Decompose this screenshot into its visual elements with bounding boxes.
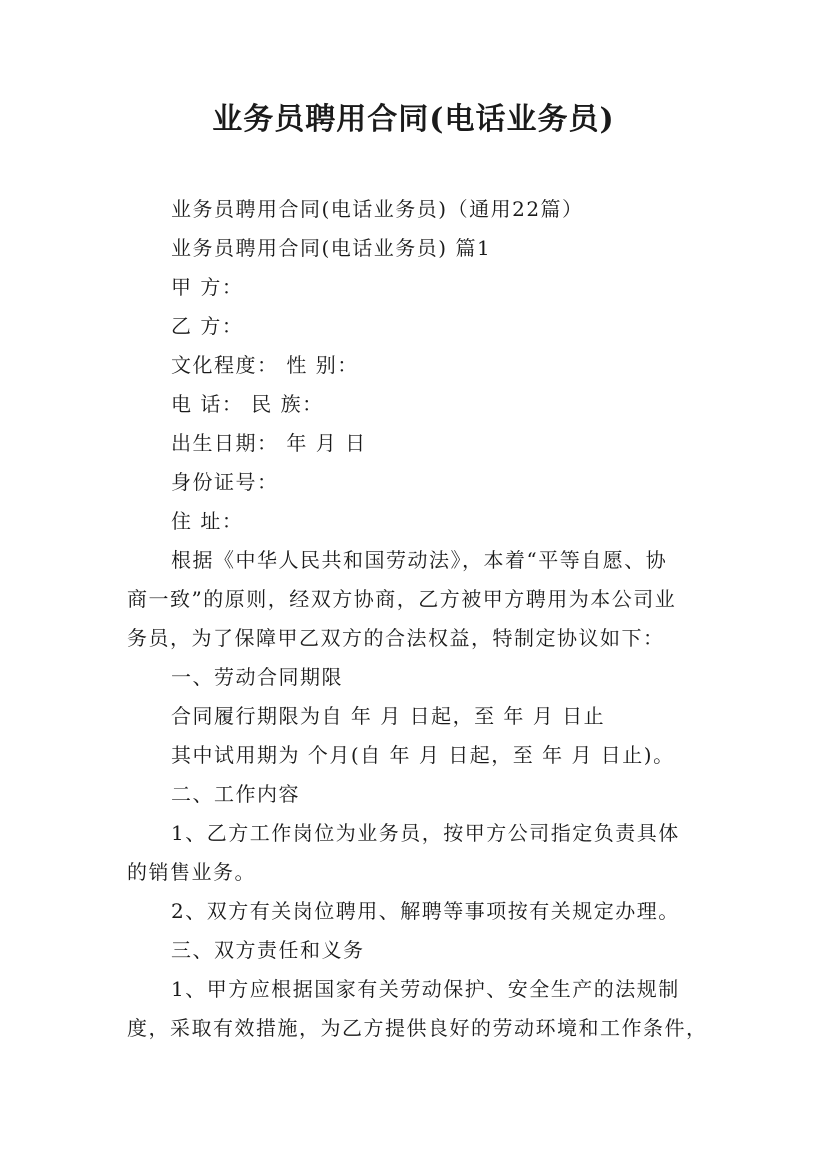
- field-birth-date: 出生日期： 年 月 日: [171, 431, 367, 455]
- field-phone-ethnicity: 电 话： 民 族：: [171, 392, 324, 416]
- document-body: [127, 190, 712, 1048]
- paragraph-line: 合同履行期限为自 年 月 日起，至 年 月 日止: [171, 704, 606, 728]
- field-id-number: 身份证号：: [171, 470, 279, 494]
- field-address: 住 址：: [171, 509, 244, 533]
- paragraph-line: 业务员聘用合同(电话业务员) 篇1: [171, 236, 492, 260]
- section-heading: 二、工作内容: [171, 782, 300, 806]
- paragraph-line: 商一致”的原则，经双方协商，乙方被甲方聘用为本公司业: [127, 587, 677, 611]
- field-education-gender: 文化程度： 性 别：: [171, 353, 359, 377]
- paragraph-line: 1、甲方应根据国家有关劳动保护、安全生产的法规制: [171, 977, 680, 1001]
- paragraph-line: 的销售业务。: [127, 860, 256, 884]
- section-heading: 一、劳动合同期限: [171, 665, 343, 689]
- section-heading: 三、双方责任和义务: [171, 938, 365, 962]
- paragraph-line: 1、乙方工作岗位为业务员，按甲方公司指定负责具体: [171, 821, 680, 845]
- paragraph-line: 根据《中华人民共和国劳动法》，本着“平等自愿、协: [171, 548, 668, 572]
- field-party-b: 乙 方：: [171, 314, 244, 338]
- document-title: 业务员聘用合同(电话业务员): [212, 102, 615, 137]
- paragraph-line: 业务员聘用合同(电话业务员)（通用22篇）: [171, 197, 584, 221]
- paragraph-line: 其中试用期为 个月(自 年 月 日起，至 年 月 日止)。: [171, 743, 675, 767]
- paragraph-line: 度，采取有效措施，为乙方提供良好的劳动环境和工作条件，: [127, 1016, 708, 1040]
- field-party-a: 甲 方：: [171, 275, 244, 299]
- paragraph-line: 2、双方有关岗位聘用、解聘等事项按有关规定办理。: [171, 899, 680, 923]
- paragraph-line: 务员，为了保障甲乙双方的合法权益，特制定协议如下：: [127, 626, 665, 650]
